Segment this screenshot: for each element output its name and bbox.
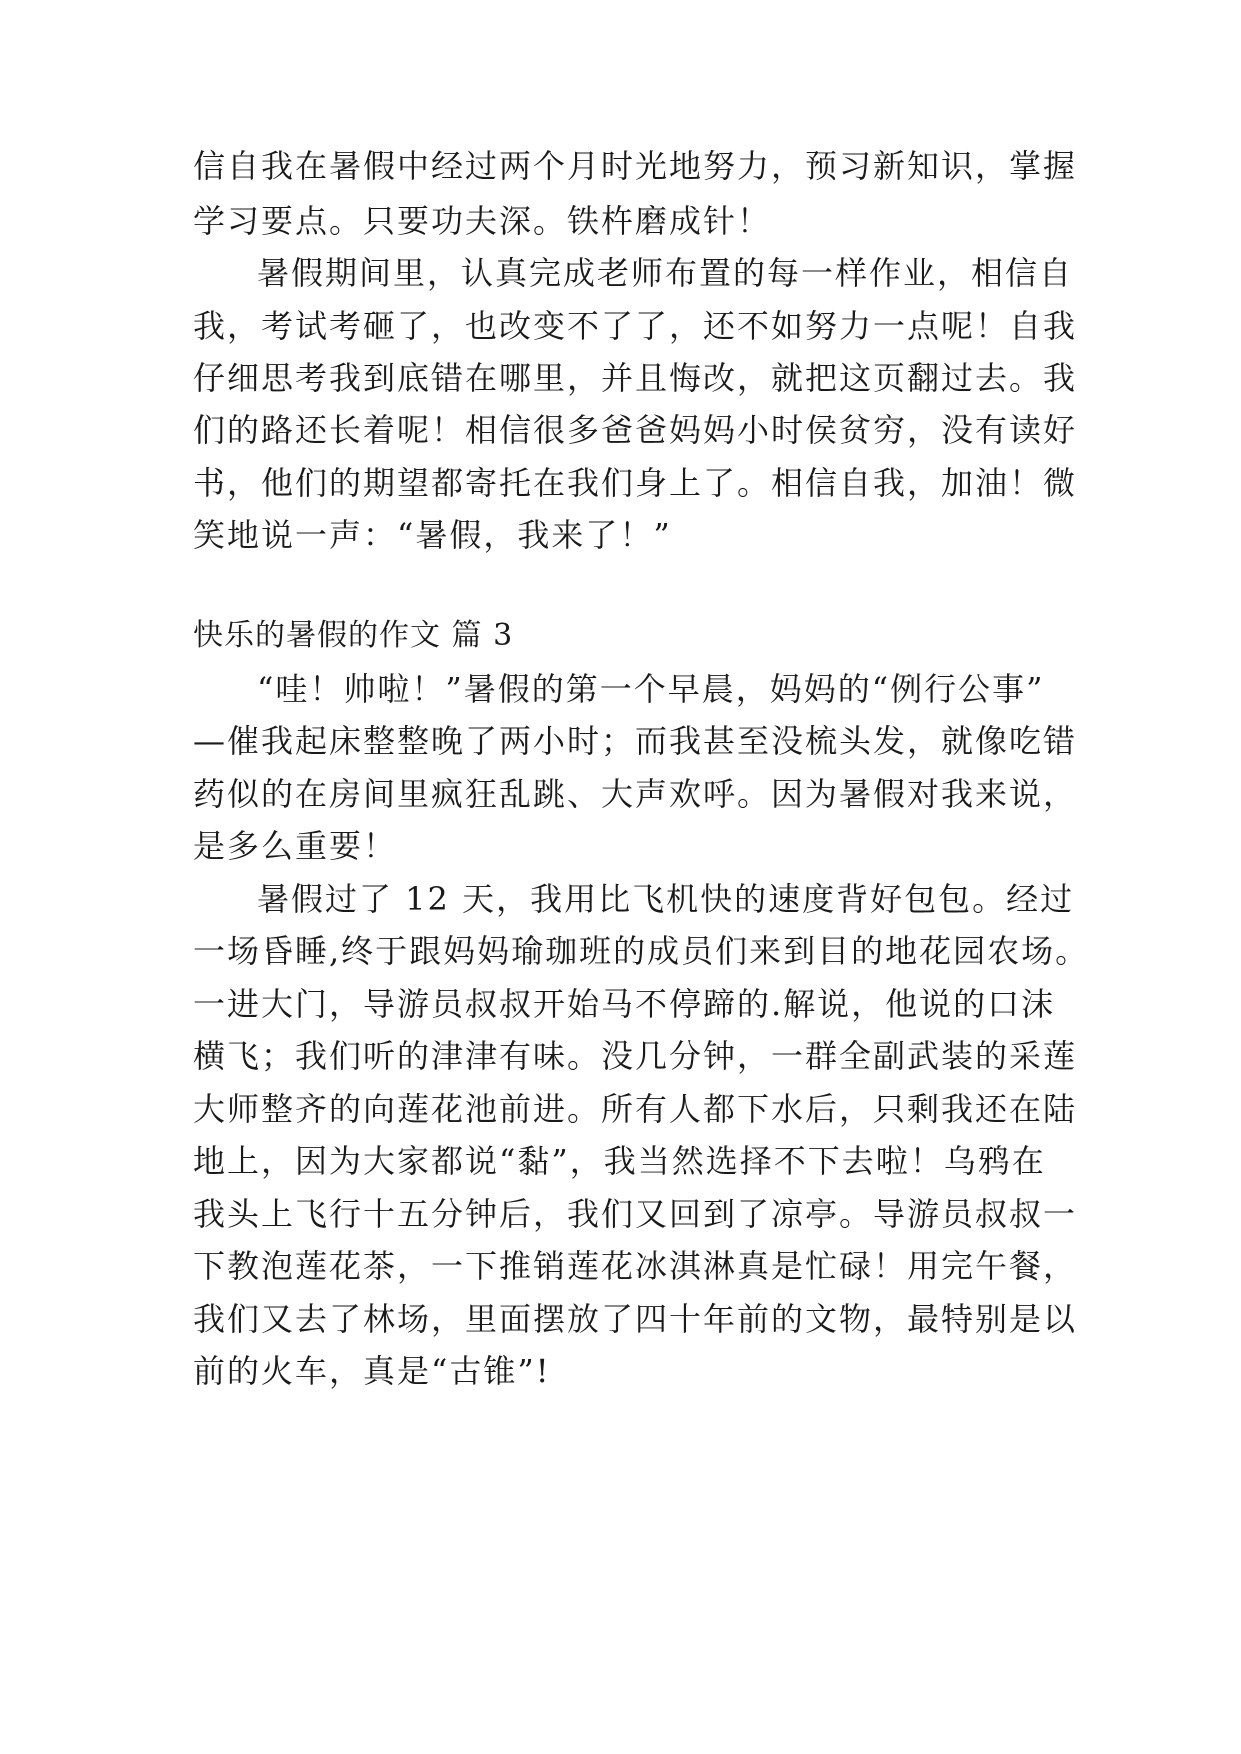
text-line: “哇！帅啦！”暑假的第一个早晨，妈妈的“例行公事”: [257, 670, 1045, 708]
text-line: 我头上飞行十五分钟后，我们又回到了凉亭。导游员叔叔一: [193, 1195, 1078, 1233]
text-line: 地上，因为大家都说“黏”，我当然选择不下去啦！乌鸦在: [193, 1142, 1046, 1180]
text-line: 是多么重要！: [193, 827, 398, 865]
text-line: 一场昏睡,终于跟妈妈瑜珈班的成员们来到目的地花园农场。: [193, 932, 1090, 970]
text-line: 书，他们的期望都寄托在我们身上了。相信自我，加油！微: [193, 464, 1078, 502]
text-line: 我，考试考砸了，也改变不了了，还不如努力一点呢！自我: [193, 307, 1078, 345]
text-line: 暑假过了 12 天，我用比飞机快的速度背好包包。经过: [257, 880, 1075, 918]
text-line: 大师整齐的向莲花池前进。所有人都下水后，只剩我还在陆: [193, 1090, 1078, 1128]
text-line: 笑地说一声：“暑假，我来了！”: [193, 516, 672, 554]
section-heading: 快乐的暑假的作文 篇 3: [193, 618, 514, 653]
text-line: 学习要点。只要功夫深。铁杵磨成针！: [193, 202, 772, 240]
text-line: 信自我在暑假中经过两个月时光地努力，预习新知识，掌握: [193, 147, 1078, 185]
text-line: 仔细思考我到底错在哪里，并且悔改，就把这页翻过去。我: [193, 359, 1078, 397]
text-line: 我们又去了林场，里面摆放了四十年前的文物，最特别是以: [193, 1300, 1078, 1338]
text-line: 下教泡莲花茶，一下推销莲花冰淇淋真是忙碌！用完午餐，: [193, 1247, 1078, 1285]
text-line: —催我起床整整晚了两小时；而我甚至没梳头发，就像吃错: [193, 722, 1078, 760]
text-line: 一进大门，导游员叔叔开始马不停蹄的.解说，他说的口沫: [193, 985, 1056, 1023]
text-line: 暑假期间里，认真完成老师布置的每一样作业，相信自: [257, 254, 1074, 292]
text-line: 横飞；我们听的津津有味。没几分钟，一群全副武装的采莲: [193, 1037, 1078, 1075]
text-line: 药似的在房间里疯狂乱跳、大声欢呼。因为暑假对我来说，: [193, 775, 1078, 813]
text-line: 前的火车，真是“古锥”!: [193, 1352, 551, 1390]
text-line: 们的路还长着呢！相信很多爸爸妈妈小时侯贫穷，没有读好: [193, 411, 1078, 449]
